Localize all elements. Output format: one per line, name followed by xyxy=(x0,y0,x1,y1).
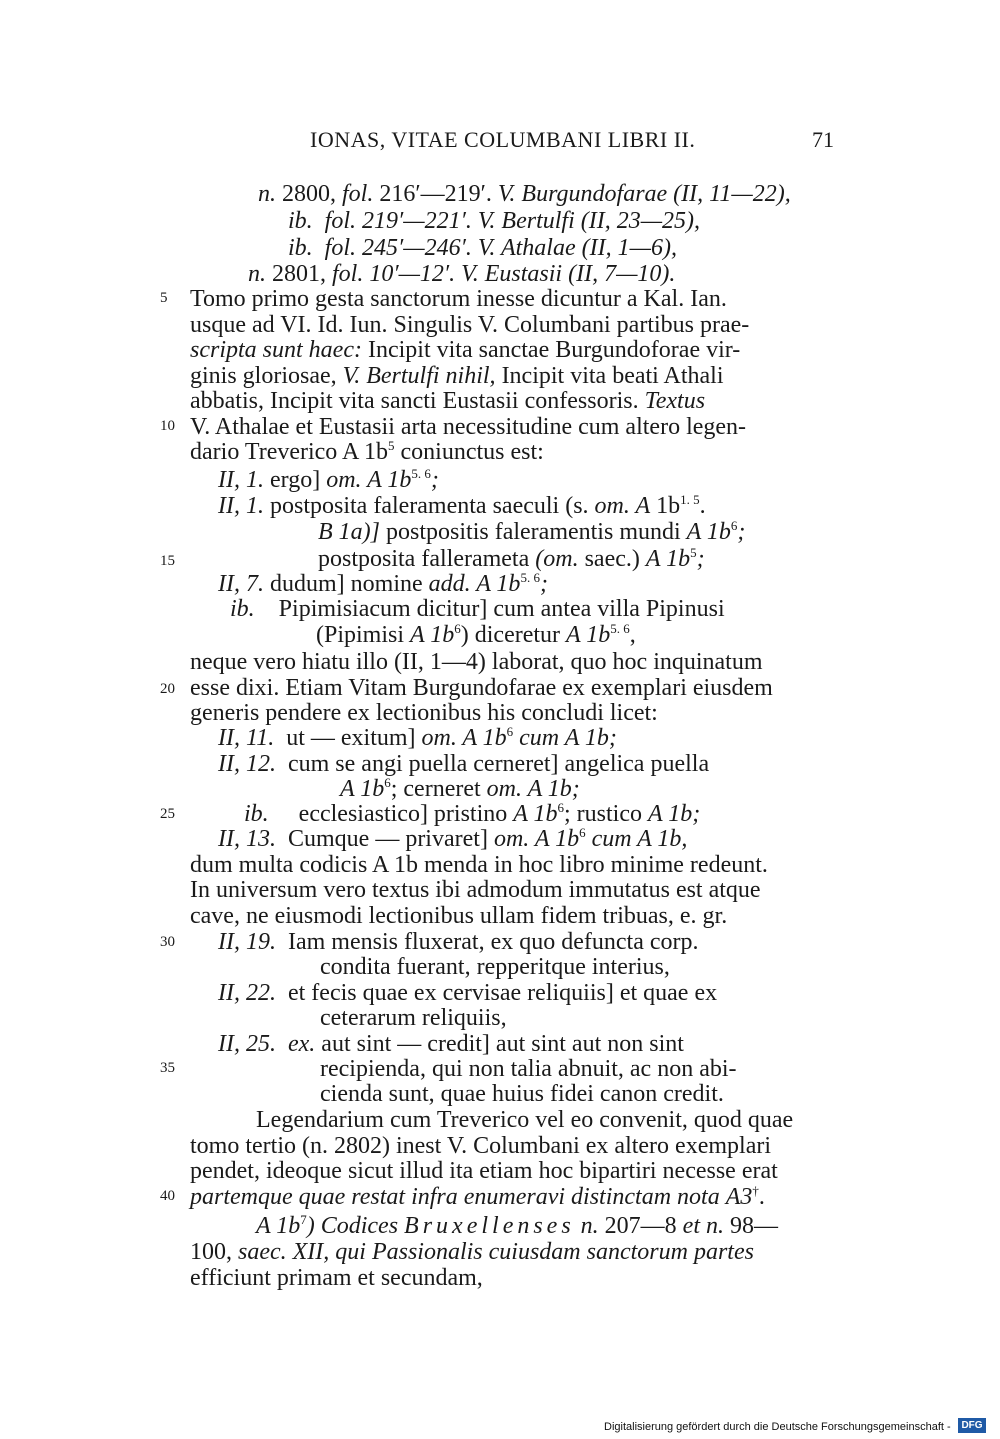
superscript: 6 xyxy=(454,621,461,636)
text-line xyxy=(316,621,636,649)
text-line xyxy=(230,595,725,623)
superscript: 6 xyxy=(506,724,514,739)
text-line xyxy=(218,750,709,778)
text-line xyxy=(190,851,768,879)
text-line xyxy=(218,492,706,520)
text-span: ecclesiastico] pristino xyxy=(298,801,508,827)
text-line xyxy=(218,724,617,752)
text-span: ) diceretur xyxy=(460,622,561,648)
text-span: ib. xyxy=(244,801,269,827)
line-number: 20 xyxy=(160,681,175,697)
text-line xyxy=(288,234,677,262)
text-span: ; xyxy=(430,467,439,493)
text-line xyxy=(190,285,727,313)
digitization-credit: Digitalisierung gefördert durch die Deutsche Forschungsgemeinschaft - xyxy=(604,1421,951,1433)
text-span: fol. 10′—12′. V. Eustasii (II, 7—10). xyxy=(332,261,676,287)
text-span: Pipimisiacum dicitur] cum antea villa Pipinusi xyxy=(278,596,725,622)
superscript: 1. 5 xyxy=(680,492,700,507)
text-line xyxy=(190,336,740,364)
text-span: Legendarium cum Treverico vel eo convenit, quod quae xyxy=(256,1107,794,1133)
text-span: Incipit vita beati Athali xyxy=(501,363,724,389)
text-span: ceterarum reliquiis, xyxy=(320,1005,507,1031)
text-line xyxy=(190,1238,754,1266)
text-line xyxy=(218,570,548,598)
text-span: dum multa codicis A 1b menda in hoc libro minime redeunt. xyxy=(190,852,768,878)
text-span: , xyxy=(629,622,636,648)
text-line xyxy=(190,674,773,702)
line-number: 35 xyxy=(160,1060,175,1076)
text-span: ; xyxy=(539,571,548,597)
text-span: om. A 1b; xyxy=(486,776,580,802)
text-span: II, 1. xyxy=(218,493,264,519)
text-span: A 1b xyxy=(645,546,691,572)
text-span: saec.) xyxy=(584,546,640,572)
text-span: Tomo primo gesta sanctorum inesse dicuntur a Kal. Ian. xyxy=(190,286,727,312)
text-line xyxy=(218,466,439,494)
text-line xyxy=(248,260,675,288)
text-span: Incipit vita sanctae Burgundoforae vir- xyxy=(367,337,741,363)
text-line xyxy=(318,518,745,546)
text-span: Bruxellenses xyxy=(404,1213,575,1239)
text-span: ib. xyxy=(288,208,313,234)
text-span: Cumque — privaret] xyxy=(287,826,488,852)
line-number: 10 xyxy=(160,418,175,434)
text-line xyxy=(190,1132,771,1160)
text-span: II, 12. xyxy=(218,751,276,777)
text-line xyxy=(218,825,687,853)
text-line xyxy=(256,1106,793,1134)
text-line xyxy=(190,648,763,676)
superscript: 6 xyxy=(730,518,738,533)
page-number: 71 xyxy=(812,127,834,152)
text-line xyxy=(256,1212,778,1240)
text-span: . xyxy=(699,493,706,519)
text-line xyxy=(190,311,749,339)
text-span: ib. xyxy=(288,235,313,261)
text-span: usque ad VI. Id. Iun. Singulis V. Columbani partibus prae- xyxy=(190,312,750,338)
text-span: II, 22. xyxy=(218,980,276,1006)
text-span: fol. xyxy=(342,181,374,207)
text-span: cave, ne eiusmodi lectionibus ullam fidem tribuas, e. gr. xyxy=(190,903,728,929)
text-line xyxy=(258,180,791,208)
text-span: A 1b xyxy=(566,622,611,648)
text-span: tomo tertio (n. 2802) inest V. Columbani ex altero exemplari xyxy=(190,1133,772,1159)
text-span: ; xyxy=(696,546,705,572)
text-span: II, 25. xyxy=(218,1031,276,1057)
text-span: A 1b xyxy=(410,622,455,648)
text-line xyxy=(218,1030,684,1058)
text-line xyxy=(218,928,699,956)
text-span: cum A 1b, xyxy=(591,826,688,852)
superscript: 5 xyxy=(388,438,395,453)
dfg-logo: DFG xyxy=(958,1418,986,1433)
superscript: 5. 6 xyxy=(520,570,540,585)
text-span: n. xyxy=(580,1213,599,1239)
text-line xyxy=(190,902,727,930)
text-span: et fecis quae ex cervisae reliquiis] et quae ex xyxy=(287,980,718,1006)
text-span: postposita fallerameta xyxy=(318,546,530,572)
text-span: om. A 1b xyxy=(493,826,580,852)
text-span: A 1b; xyxy=(648,801,701,827)
text-span: cienda sunt, quae huius fidei canon credit. xyxy=(320,1081,724,1107)
line-number: 40 xyxy=(160,1188,175,1204)
text-span: V. Bertulfi nihil, xyxy=(342,363,496,389)
text-span: efficiunt primam et secundam, xyxy=(190,1265,483,1291)
text-span: om. A 1b xyxy=(421,725,507,751)
text-span: 1a)] xyxy=(338,519,381,545)
text-span: condita fuerant, repperitque interius, xyxy=(320,954,670,980)
text-span: esse dixi. Etiam Vitam Burgundofarae ex exemplari eiusdem xyxy=(190,675,773,701)
text-line xyxy=(340,775,580,803)
superscript: 5 xyxy=(690,545,697,560)
text-span: scripta sunt haec: xyxy=(190,337,362,363)
text-span: abbatis, Incipit vita sancti Eustasii confessoris. xyxy=(190,388,639,414)
text-span: om. A xyxy=(594,493,651,519)
text-span: A 1b xyxy=(513,801,558,827)
text-span: n. xyxy=(258,181,276,207)
text-span: 2801, xyxy=(272,261,326,287)
line-number: 25 xyxy=(160,806,175,822)
line-number: 15 xyxy=(160,553,175,569)
text-line xyxy=(190,1264,483,1292)
text-line xyxy=(288,207,700,235)
text-span: pendet, ideoque sicut illud ita etiam hoc bipartiri necesse erat xyxy=(190,1158,778,1184)
superscript: 6 xyxy=(557,800,564,815)
text-span: cum se angi puella cerneret] angelica puella xyxy=(287,751,710,777)
text-span: fol. 245′—246′. V. Athalae (II, 1—6), xyxy=(324,235,677,261)
text-span: ginis gloriosae, xyxy=(190,363,337,389)
text-span: postposita faleramenta saeculi (s. xyxy=(269,493,589,519)
text-span: In universum vero textus ibi admodum immutatus est atque xyxy=(190,877,761,903)
text-span: A3 xyxy=(725,1184,753,1210)
superscript: 7 xyxy=(300,1212,307,1227)
text-span: et n. xyxy=(682,1213,724,1239)
text-line xyxy=(320,1080,724,1108)
text-span: neque vero hiatu illo (II, 1—4) laborat, quo hoc inquinatum xyxy=(190,649,763,675)
text-span: II, 1. xyxy=(218,467,264,493)
text-span: 100, xyxy=(190,1239,232,1265)
text-line xyxy=(190,876,761,904)
text-span: dario Treverico A 1b xyxy=(190,439,388,465)
text-span: ergo] xyxy=(269,467,321,493)
text-line xyxy=(190,1157,778,1185)
text-line xyxy=(190,1183,765,1211)
text-span: n. xyxy=(248,261,266,287)
superscript: 5. 6 xyxy=(610,621,630,636)
text-span: II, 7. xyxy=(218,571,264,597)
text-span: saec. XII, qui Passionalis cuiusdam sanctorum partes xyxy=(238,1239,754,1265)
text-span: 216′—219′. xyxy=(379,181,492,207)
text-line xyxy=(190,699,658,727)
text-span: add. A 1b xyxy=(428,571,521,597)
text-span: 2800, xyxy=(282,181,336,207)
text-line xyxy=(218,979,717,1007)
text-line xyxy=(318,545,705,573)
superscript: 6 xyxy=(384,775,391,790)
text-span: dudum] nomine xyxy=(269,571,423,597)
text-span: A 1b xyxy=(686,519,731,545)
text-span: . xyxy=(758,1184,765,1210)
text-span: om. A 1b xyxy=(326,467,412,493)
text-line xyxy=(190,413,746,441)
text-span: ; cerneret xyxy=(390,776,481,802)
text-span: II, 19. xyxy=(218,929,276,955)
text-span: Textus xyxy=(644,388,706,414)
text-line xyxy=(190,362,724,390)
text-span: Iam mensis fluxerat, ex quo defuncta corp. xyxy=(287,929,699,955)
text-span: postpositis faleramentis mundi xyxy=(386,519,681,545)
text-span: ; xyxy=(737,519,746,545)
text-span: ib. xyxy=(230,596,255,622)
text-span: cum A 1b; xyxy=(519,725,617,751)
text-span: 98— xyxy=(730,1213,778,1239)
text-span: recipienda, qui non talia abnuit, ac non abi- xyxy=(320,1056,737,1082)
text-span: fol. 219′—221′. V. Bertulfi (II, 23—25), xyxy=(324,208,701,234)
text-line xyxy=(190,387,705,415)
text-span: (Pipimisi xyxy=(316,622,405,648)
superscript: 5. 6 xyxy=(411,466,431,481)
line-number: 5 xyxy=(160,290,168,306)
text-line xyxy=(320,953,670,981)
text-span: partemque quae restat infra enumeravi distinctam nota xyxy=(190,1184,720,1210)
text-span: generis pendere ex lectionibus his concludi licet: xyxy=(190,700,658,726)
text-span: aut sint — credit] aut sint aut non sint xyxy=(321,1031,684,1057)
text-span: ex. xyxy=(287,1031,316,1057)
superscript: † xyxy=(752,1183,759,1198)
text-span: (om. xyxy=(535,546,579,572)
text-span: ut — exitum] xyxy=(286,725,416,751)
text-line xyxy=(320,1055,737,1083)
line-number: 30 xyxy=(160,934,175,950)
running-head: IONAS, VITAE COLUMBANI LIBRI II. xyxy=(310,127,696,152)
text-span: V. Burgundofarae (II, 11—22), xyxy=(497,181,791,207)
text-span: ; rustico xyxy=(564,801,642,827)
text-span: coniunctus est: xyxy=(400,439,544,465)
text-line xyxy=(244,800,700,828)
text-span: A 1b xyxy=(340,776,385,802)
text-span: 1b xyxy=(656,493,681,519)
text-span: II, 11. xyxy=(218,725,275,751)
superscript: 6 xyxy=(579,825,586,840)
text-line xyxy=(190,438,544,466)
text-span: A 1b xyxy=(256,1213,301,1239)
text-span: B xyxy=(318,519,333,545)
text-span: II, 13. xyxy=(218,826,276,852)
text-span: ) Codices xyxy=(306,1213,399,1239)
text-span: 207—8 xyxy=(604,1213,677,1239)
text-line xyxy=(320,1004,507,1032)
text-span: V. Athalae et Eustasii arta necessitudine cum altero legen- xyxy=(190,414,747,440)
